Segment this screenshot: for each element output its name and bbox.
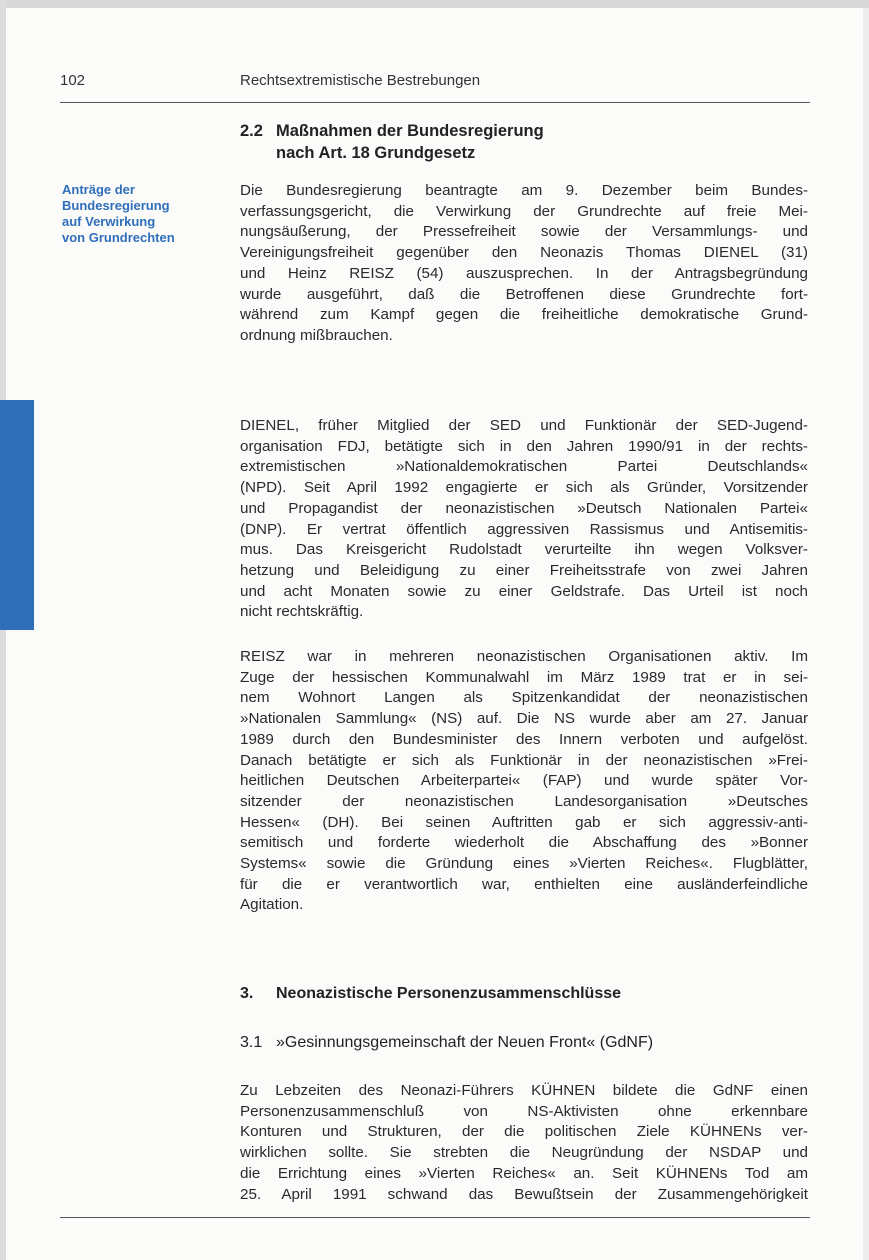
text-line: mus. Das Kreisgericht Rudolstadt verurteilte ihn wegen Volksver-: [240, 541, 808, 559]
text-line: Zuge der hessischen Kommunalwahl im März 1989 trat er in sei-: [240, 668, 808, 686]
section-2-2-number: 2.2: [240, 122, 263, 140]
text-line: nicht rechtskräftig.: [240, 603, 364, 621]
text-line: nungsäußerung, der Pressefreiheit sowie der Versammlungs- und: [240, 223, 808, 241]
text-line: und Heinz REISZ (54) auszusprechen. In der Antragsbegründung: [240, 264, 808, 282]
text-line: sitzender der neonazistischen Landesorganisation »Deutsches: [240, 792, 808, 810]
header-rule: [60, 102, 810, 103]
page-top-edge: [0, 0, 869, 8]
text-line: Personenzusammenschluß von NS-Aktivisten ohne erkennbare: [240, 1102, 808, 1120]
text-line: Danach betätigte er sich als Funktionär in der neonazistischen »Frei-: [240, 751, 808, 769]
text-line: heitlichen Deutschen Arbeiterpartei« (FAP) und wurde später Vor-: [240, 772, 808, 790]
footer-rule: [60, 1217, 810, 1218]
text-line: 25. April 1991 schwand das Bewußtsein der Zusammengehörigkeit: [240, 1185, 808, 1203]
section-3-1-heading: [240, 1034, 800, 1052]
paragraph-antraege: [240, 181, 808, 347]
section-2-2-title-line1: Maßnahmen der Bundesregierung: [276, 122, 544, 140]
text-line: 1989 durch den Bundesminister des Innern verboten und aufgelöst.: [240, 730, 808, 748]
text-line: »Nationalen Sammlung« (NS) auf. Die NS wurde aber am 27. Januar: [240, 710, 808, 728]
text-line: nem Wohnort Langen als Spitzenkandidat der neonazistischen: [240, 689, 808, 707]
text-line: Agitation.: [240, 896, 304, 914]
text-line: die Errichtung eines »Vierten Reiches« an. Seit KÜHNENs Tod am: [240, 1164, 808, 1182]
section-3-number: 3.: [240, 985, 254, 1002]
text-line: Die Bundesregierung beantragte am 9. Dezember beim Bundes-: [240, 182, 808, 199]
paragraph-gdnf: [240, 1081, 808, 1205]
text-line: für die er verantwortlich war, enthielten eine ausländerfeindliche: [240, 875, 808, 893]
text-line: DIENEL, früher Mitglied der SED und Funktionär der SED-Jugend-: [240, 417, 808, 434]
margin-note-line: von Grundrechten: [62, 230, 175, 245]
text-line: und acht Monaten sowie zu einer Geldstrafe. Das Urteil ist noch: [240, 582, 808, 600]
text-line: verfassungsgericht, die Verwirkung der Grundrechte auf freie Mei-: [240, 202, 808, 220]
text-line: wurde ausgeführt, daß die Betroffenen diese Grundrechte fort-: [240, 285, 808, 303]
text-line: wirklichen sollte. Sie strebten die Neugründung der NSDAP und: [240, 1144, 808, 1162]
section-3-title: Neonazistische Personenzusammenschlüsse: [276, 985, 622, 1002]
margin-note-line: Anträge der: [62, 182, 135, 197]
section-3-1-number: 3.1: [240, 1034, 263, 1051]
page-left-edge: [0, 0, 6, 1260]
section-3-1-title: »Gesinnungsgemeinschaft der Neuen Front« (GdNF): [276, 1034, 654, 1051]
text-line: (DNP). Er vertrat öffentlich aggressiven Rassismus und Antisemitis-: [240, 520, 808, 538]
running-head: Rechtsextremistische Bestrebungen: [240, 72, 481, 89]
text-line: organisation FDJ, betätigte sich in den Jahren 1990/91 in der rechts-: [240, 437, 808, 455]
margin-note-line: Bundesregierung: [62, 198, 170, 213]
paragraph-dienel: [240, 416, 808, 623]
text-line: hetzung und Beleidigung zu einer Freiheitsstrafe von zwei Jahren: [240, 561, 808, 579]
text-line: REISZ war in mehreren neonazistischen Organisationen aktiv. Im: [240, 648, 808, 665]
margin-note: [62, 182, 222, 246]
text-line: semitisch und forderte wiederholt die Abschaffung des »Bonner: [240, 834, 808, 852]
page-number: 102: [60, 72, 86, 89]
section-2-2-title-line2: nach Art. 18 Grundgesetz: [276, 144, 476, 162]
text-line: Konturen und Strukturen, der die politischen Ziele KÜHNENs ver-: [240, 1123, 808, 1141]
text-line: Zu Lebzeiten des Neonazi-Führers KÜHNEN bildete die GdNF einen: [240, 1082, 808, 1099]
chapter-tab-marker: [0, 400, 34, 630]
text-line: und Propagandist der neonazistischen »Deutsch Nationalen Partei«: [240, 499, 808, 517]
text-line: während zum Kampf gegen die freiheitliche demokratische Grund-: [240, 306, 808, 324]
section-3-heading: [240, 985, 800, 1003]
text-line: ordnung mißbrauchen.: [240, 326, 393, 344]
margin-note-line: auf Verwirkung: [62, 214, 156, 229]
text-line: Vereinigungsfreiheit gegenüber den Neonazis Thomas DIENEL (31): [240, 244, 808, 262]
text-line: Hessen« (DH). Bei seinen Auftritten gab er sich aggressiv-anti-: [240, 813, 808, 831]
text-line: Systems« sowie die Gründung eines »Vierten Reiches«. Flugblätter,: [240, 855, 808, 873]
section-2-2-heading: [240, 120, 800, 164]
text-line: (NPD). Seit April 1992 engagierte er sich als Gründer, Vorsitzender: [240, 479, 808, 497]
paragraph-reisz: [240, 647, 808, 916]
text-line: extremistischen »Nationaldemokratischen Partei Deutschlands«: [240, 458, 808, 476]
